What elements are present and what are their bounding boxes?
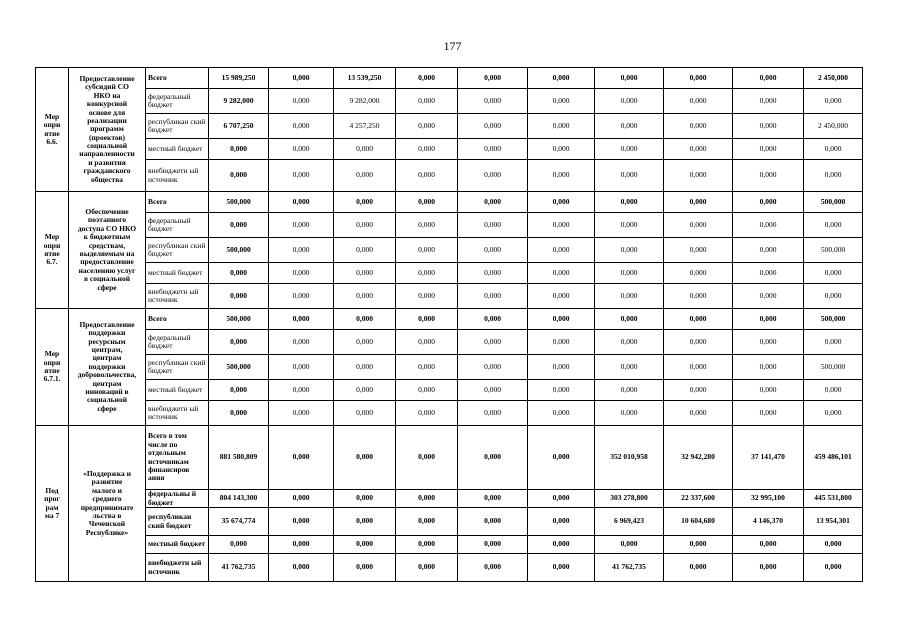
amount-cell: 500,000 xyxy=(209,355,269,380)
amount-cell: 0,000 xyxy=(396,213,458,238)
amount-cell: 0,000 xyxy=(209,330,269,355)
funding-source: местный бюджет xyxy=(146,263,209,284)
amount-cell: 0,000 xyxy=(334,490,396,508)
amount-cell: 0,000 xyxy=(396,508,458,536)
amount-cell: 0,000 xyxy=(595,355,664,380)
amount-cell: 0,000 xyxy=(396,380,458,401)
amount-cell: 0,000 xyxy=(664,192,733,213)
amount-cell: 0,000 xyxy=(396,238,458,263)
amount-cell: 0,000 xyxy=(458,554,528,582)
table-row xyxy=(36,213,863,238)
amount-cell: 0,000 xyxy=(396,401,458,426)
amount-cell: 0,000 xyxy=(334,160,396,192)
amount-cell: 0,000 xyxy=(664,355,733,380)
amount-cell: 0,000 xyxy=(804,89,863,114)
table-row xyxy=(36,192,863,213)
amount-cell: 0,000 xyxy=(664,284,733,309)
amount-cell: 0,000 xyxy=(528,426,595,490)
amount-cell: 0,000 xyxy=(269,114,334,139)
amount-cell: 0,000 xyxy=(804,263,863,284)
amount-cell: 0,000 xyxy=(664,68,733,89)
table-row xyxy=(36,238,863,263)
amount-cell: 0,000 xyxy=(209,284,269,309)
table-body xyxy=(36,68,863,582)
amount-cell: 0,000 xyxy=(595,401,664,426)
amount-cell: 0,000 xyxy=(396,160,458,192)
amount-cell: 0,000 xyxy=(334,192,396,213)
amount-cell: 500,000 xyxy=(804,192,863,213)
funding-source: местный бюджет xyxy=(146,380,209,401)
amount-cell: 500,000 xyxy=(804,355,863,380)
amount-cell: 0,000 xyxy=(458,401,528,426)
amount-cell: 0,000 xyxy=(664,139,733,160)
amount-cell: 15 989,250 xyxy=(209,68,269,89)
amount-cell: 0,000 xyxy=(595,330,664,355)
amount-cell: 0,000 xyxy=(595,114,664,139)
table-row xyxy=(36,89,863,114)
measure-code: Мер опри ятие 6.6. xyxy=(36,68,69,192)
page-number: 177 xyxy=(443,39,462,53)
funding-source: федеральный бюджет xyxy=(146,213,209,238)
funding-source: Всего в том числе по отдельным источникам финансиров ания xyxy=(146,426,209,490)
amount-cell: 0,000 xyxy=(458,508,528,536)
amount-cell: 0,000 xyxy=(269,490,334,508)
amount-cell: 0,000 xyxy=(595,192,664,213)
amount-cell: 0,000 xyxy=(209,139,269,160)
amount-cell: 0,000 xyxy=(269,139,334,160)
amount-cell: 9 282,000 xyxy=(334,89,396,114)
amount-cell: 0,000 xyxy=(334,213,396,238)
amount-cell: 2 450,000 xyxy=(804,114,863,139)
amount-cell: 9 282,000 xyxy=(209,89,269,114)
amount-cell: 0,000 xyxy=(458,330,528,355)
table-row xyxy=(36,68,863,89)
amount-cell: 0,000 xyxy=(458,380,528,401)
amount-cell: 459 486,101 xyxy=(804,426,863,490)
amount-cell: 0,000 xyxy=(269,380,334,401)
amount-cell: 41 762,735 xyxy=(595,554,664,582)
amount-cell: 0,000 xyxy=(269,160,334,192)
amount-cell: 0,000 xyxy=(396,114,458,139)
amount-cell: 0,000 xyxy=(458,213,528,238)
amount-cell: 0,000 xyxy=(396,554,458,582)
amount-cell: 0,000 xyxy=(269,68,334,89)
amount-cell: 0,000 xyxy=(334,401,396,426)
amount-cell: 0,000 xyxy=(664,238,733,263)
amount-cell: 0,000 xyxy=(664,160,733,192)
table-row xyxy=(36,536,863,554)
funding-source: внебюджетн ый источник xyxy=(146,284,209,309)
amount-cell: 0,000 xyxy=(269,89,334,114)
measure-code: Мер опри ятие 6.7. xyxy=(36,192,69,309)
funding-source: республикан ский бюджет xyxy=(146,238,209,263)
amount-cell: 41 762,735 xyxy=(209,554,269,582)
amount-cell: 0,000 xyxy=(334,426,396,490)
amount-cell: 0,000 xyxy=(595,309,664,330)
amount-cell: 0,000 xyxy=(209,213,269,238)
amount-cell: 0,000 xyxy=(269,330,334,355)
amount-cell: 0,000 xyxy=(595,238,664,263)
funding-source: внебюджетн ый источник xyxy=(146,401,209,426)
funding-source: федеральны й бюджет xyxy=(146,490,209,508)
amount-cell: 0,000 xyxy=(396,536,458,554)
amount-cell: 0,000 xyxy=(269,426,334,490)
amount-cell: 0,000 xyxy=(396,192,458,213)
amount-cell: 0,000 xyxy=(664,536,733,554)
amount-cell: 0,000 xyxy=(458,238,528,263)
amount-cell: 0,000 xyxy=(804,554,863,582)
amount-cell: 0,000 xyxy=(396,284,458,309)
amount-cell: 0,000 xyxy=(804,284,863,309)
amount-cell: 0,000 xyxy=(595,68,664,89)
amount-cell: 0,000 xyxy=(664,401,733,426)
amount-cell: 0,000 xyxy=(804,213,863,238)
amount-cell: 0,000 xyxy=(396,426,458,490)
amount-cell: 0,000 xyxy=(396,355,458,380)
amount-cell: 0,000 xyxy=(458,490,528,508)
amount-cell: 0,000 xyxy=(733,139,804,160)
amount-cell: 0,000 xyxy=(804,536,863,554)
amount-cell: 0,000 xyxy=(269,284,334,309)
amount-cell: 0,000 xyxy=(733,238,804,263)
amount-cell: 0,000 xyxy=(334,355,396,380)
funding-source: федеральный бюджет xyxy=(146,330,209,355)
amount-cell: 0,000 xyxy=(733,330,804,355)
amount-cell: 0,000 xyxy=(804,330,863,355)
amount-cell: 0,000 xyxy=(733,380,804,401)
amount-cell: 0,000 xyxy=(209,263,269,284)
amount-cell: 0,000 xyxy=(528,554,595,582)
table-row xyxy=(36,160,863,192)
amount-cell: 0,000 xyxy=(269,536,334,554)
amount-cell: 0,000 xyxy=(458,139,528,160)
table-row xyxy=(36,263,863,284)
amount-cell: 0,000 xyxy=(528,213,595,238)
funding-source: Всего xyxy=(146,192,209,213)
funding-source: местный бюджет xyxy=(146,139,209,160)
amount-cell: 35 674,774 xyxy=(209,508,269,536)
amount-cell: 13 539,250 xyxy=(334,68,396,89)
amount-cell: 0,000 xyxy=(396,309,458,330)
amount-cell: 500,000 xyxy=(804,309,863,330)
amount-cell: 0,000 xyxy=(528,330,595,355)
amount-cell: 0,000 xyxy=(209,380,269,401)
amount-cell: 0,000 xyxy=(209,160,269,192)
amount-cell: 0,000 xyxy=(664,309,733,330)
amount-cell: 0,000 xyxy=(595,213,664,238)
amount-cell: 0,000 xyxy=(733,284,804,309)
amount-cell: 0,000 xyxy=(664,89,733,114)
amount-cell: 0,000 xyxy=(458,89,528,114)
amount-cell: 0,000 xyxy=(458,114,528,139)
amount-cell: 37 141,470 xyxy=(733,426,804,490)
amount-cell: 0,000 xyxy=(664,330,733,355)
table-row xyxy=(36,309,863,330)
amount-cell: 0,000 xyxy=(804,380,863,401)
amount-cell: 0,000 xyxy=(804,401,863,426)
amount-cell: 0,000 xyxy=(733,554,804,582)
amount-cell: 303 278,800 xyxy=(595,490,664,508)
amount-cell: 0,000 xyxy=(396,89,458,114)
amount-cell: 0,000 xyxy=(458,263,528,284)
amount-cell: 0,000 xyxy=(396,263,458,284)
amount-cell: 13 954,301 xyxy=(804,508,863,536)
amount-cell: 881 580,809 xyxy=(209,426,269,490)
amount-cell: 0,000 xyxy=(528,380,595,401)
amount-cell: 0,000 xyxy=(269,355,334,380)
amount-cell: 0,000 xyxy=(733,89,804,114)
amount-cell: 0,000 xyxy=(458,536,528,554)
amount-cell: 0,000 xyxy=(595,160,664,192)
amount-cell: 0,000 xyxy=(269,192,334,213)
amount-cell: 0,000 xyxy=(528,114,595,139)
amount-cell: 22 337,600 xyxy=(664,490,733,508)
funding-source: республикан ский бюджет xyxy=(146,508,209,536)
amount-cell: 0,000 xyxy=(595,89,664,114)
amount-cell: 500,000 xyxy=(804,238,863,263)
amount-cell: 500,000 xyxy=(209,309,269,330)
amount-cell: 500,000 xyxy=(209,192,269,213)
measure-code: Под прог рам ма 7 xyxy=(36,426,69,582)
table-row xyxy=(36,380,863,401)
amount-cell: 0,000 xyxy=(733,68,804,89)
amount-cell: 352 010,958 xyxy=(595,426,664,490)
amount-cell: 0,000 xyxy=(733,192,804,213)
amount-cell: 0,000 xyxy=(595,139,664,160)
measure-name: Предоставление субсидий СО НКО на конкурсной основе для реализации программ (проектов) социальной направленности и развития гражданского общества xyxy=(69,68,146,192)
amount-cell: 0,000 xyxy=(804,160,863,192)
amount-cell: 0,000 xyxy=(209,401,269,426)
amount-cell: 0,000 xyxy=(664,213,733,238)
amount-cell: 0,000 xyxy=(334,238,396,263)
budget-table xyxy=(35,67,863,582)
amount-cell: 0,000 xyxy=(733,309,804,330)
amount-cell: 0,000 xyxy=(528,355,595,380)
amount-cell: 0,000 xyxy=(269,554,334,582)
amount-cell: 0,000 xyxy=(595,284,664,309)
table-row xyxy=(36,139,863,160)
amount-cell: 0,000 xyxy=(528,89,595,114)
amount-cell: 0,000 xyxy=(595,263,664,284)
amount-cell: 0,000 xyxy=(209,536,269,554)
amount-cell: 0,000 xyxy=(334,284,396,309)
amount-cell: 0,000 xyxy=(334,536,396,554)
amount-cell: 0,000 xyxy=(733,355,804,380)
amount-cell: 0,000 xyxy=(458,68,528,89)
amount-cell: 32 942,280 xyxy=(664,426,733,490)
amount-cell: 0,000 xyxy=(334,309,396,330)
amount-cell: 32 995,100 xyxy=(733,490,804,508)
table-row xyxy=(36,490,863,508)
amount-cell: 0,000 xyxy=(664,380,733,401)
measure-name: Предоставление поддержки ресурсным центрам, центрам поддержки добровольчества, центрам инноваций в социальной сфере xyxy=(69,309,146,426)
amount-cell: 0,000 xyxy=(396,139,458,160)
amount-cell: 0,000 xyxy=(528,284,595,309)
table-row xyxy=(36,426,863,490)
amount-cell: 0,000 xyxy=(733,114,804,139)
table-row xyxy=(36,330,863,355)
amount-cell: 0,000 xyxy=(396,490,458,508)
amount-cell: 10 604,680 xyxy=(664,508,733,536)
amount-cell: 0,000 xyxy=(528,490,595,508)
amount-cell: 445 531,800 xyxy=(804,490,863,508)
amount-cell: 0,000 xyxy=(528,309,595,330)
amount-cell: 0,000 xyxy=(458,192,528,213)
amount-cell: 0,000 xyxy=(733,263,804,284)
amount-cell: 0,000 xyxy=(664,114,733,139)
funding-source: внебюджетн ый источник xyxy=(146,554,209,582)
table-row xyxy=(36,114,863,139)
amount-cell: 0,000 xyxy=(269,238,334,263)
amount-cell: 0,000 xyxy=(269,401,334,426)
amount-cell: 0,000 xyxy=(733,536,804,554)
amount-cell: 0,000 xyxy=(269,263,334,284)
amount-cell: 0,000 xyxy=(334,139,396,160)
amount-cell: 0,000 xyxy=(528,68,595,89)
amount-cell: 0,000 xyxy=(528,238,595,263)
amount-cell: 0,000 xyxy=(528,192,595,213)
funding-source: федеральный бюджет xyxy=(146,89,209,114)
funding-source: Всего xyxy=(146,309,209,330)
amount-cell: 6 969,423 xyxy=(595,508,664,536)
amount-cell: 0,000 xyxy=(595,380,664,401)
funding-source: местный бюджет xyxy=(146,536,209,554)
amount-cell: 6 707,250 xyxy=(209,114,269,139)
amount-cell: 0,000 xyxy=(334,508,396,536)
funding-source: республикан ский бюджет xyxy=(146,114,209,139)
amount-cell: 0,000 xyxy=(528,139,595,160)
amount-cell: 4 146,370 xyxy=(733,508,804,536)
amount-cell: 0,000 xyxy=(458,309,528,330)
amount-cell: 0,000 xyxy=(458,284,528,309)
measure-name: Обеспечение поэтапного доступа СО НКО к бюджетным средствам, выделяемым на предоставление населению услуг в социальной сфере xyxy=(69,192,146,309)
table-row xyxy=(36,508,863,536)
measure-code: Мер опри ятие 6.7.1. xyxy=(36,309,69,426)
amount-cell: 0,000 xyxy=(733,401,804,426)
amount-cell: 0,000 xyxy=(804,139,863,160)
table-row xyxy=(36,401,863,426)
amount-cell: 0,000 xyxy=(664,554,733,582)
amount-cell: 4 257,250 xyxy=(334,114,396,139)
amount-cell: 0,000 xyxy=(528,508,595,536)
amount-cell: 0,000 xyxy=(595,536,664,554)
amount-cell: 0,000 xyxy=(269,213,334,238)
amount-cell: 804 143,300 xyxy=(209,490,269,508)
amount-cell: 0,000 xyxy=(334,380,396,401)
amount-cell: 0,000 xyxy=(733,160,804,192)
funding-source: внебюджетн ый источник xyxy=(146,160,209,192)
amount-cell: 0,000 xyxy=(664,263,733,284)
measure-name: «Поддержка и развитие малого и среднего предпринимате льства в Чеченской Республике» xyxy=(69,426,146,582)
amount-cell: 0,000 xyxy=(334,554,396,582)
amount-cell: 0,000 xyxy=(733,213,804,238)
table-row xyxy=(36,284,863,309)
amount-cell: 0,000 xyxy=(269,309,334,330)
table-row xyxy=(36,554,863,582)
amount-cell: 0,000 xyxy=(334,330,396,355)
amount-cell: 0,000 xyxy=(528,536,595,554)
amount-cell: 0,000 xyxy=(528,160,595,192)
amount-cell: 500,000 xyxy=(209,238,269,263)
amount-cell: 0,000 xyxy=(458,426,528,490)
amount-cell: 2 450,000 xyxy=(804,68,863,89)
amount-cell: 0,000 xyxy=(396,68,458,89)
amount-cell: 0,000 xyxy=(458,160,528,192)
amount-cell: 0,000 xyxy=(528,401,595,426)
amount-cell: 0,000 xyxy=(269,508,334,536)
amount-cell: 0,000 xyxy=(334,263,396,284)
amount-cell: 0,000 xyxy=(528,263,595,284)
amount-cell: 0,000 xyxy=(396,330,458,355)
funding-source: республикан ский бюджет xyxy=(146,355,209,380)
table-row xyxy=(36,355,863,380)
amount-cell: 0,000 xyxy=(458,355,528,380)
funding-source: Всего xyxy=(146,68,209,89)
